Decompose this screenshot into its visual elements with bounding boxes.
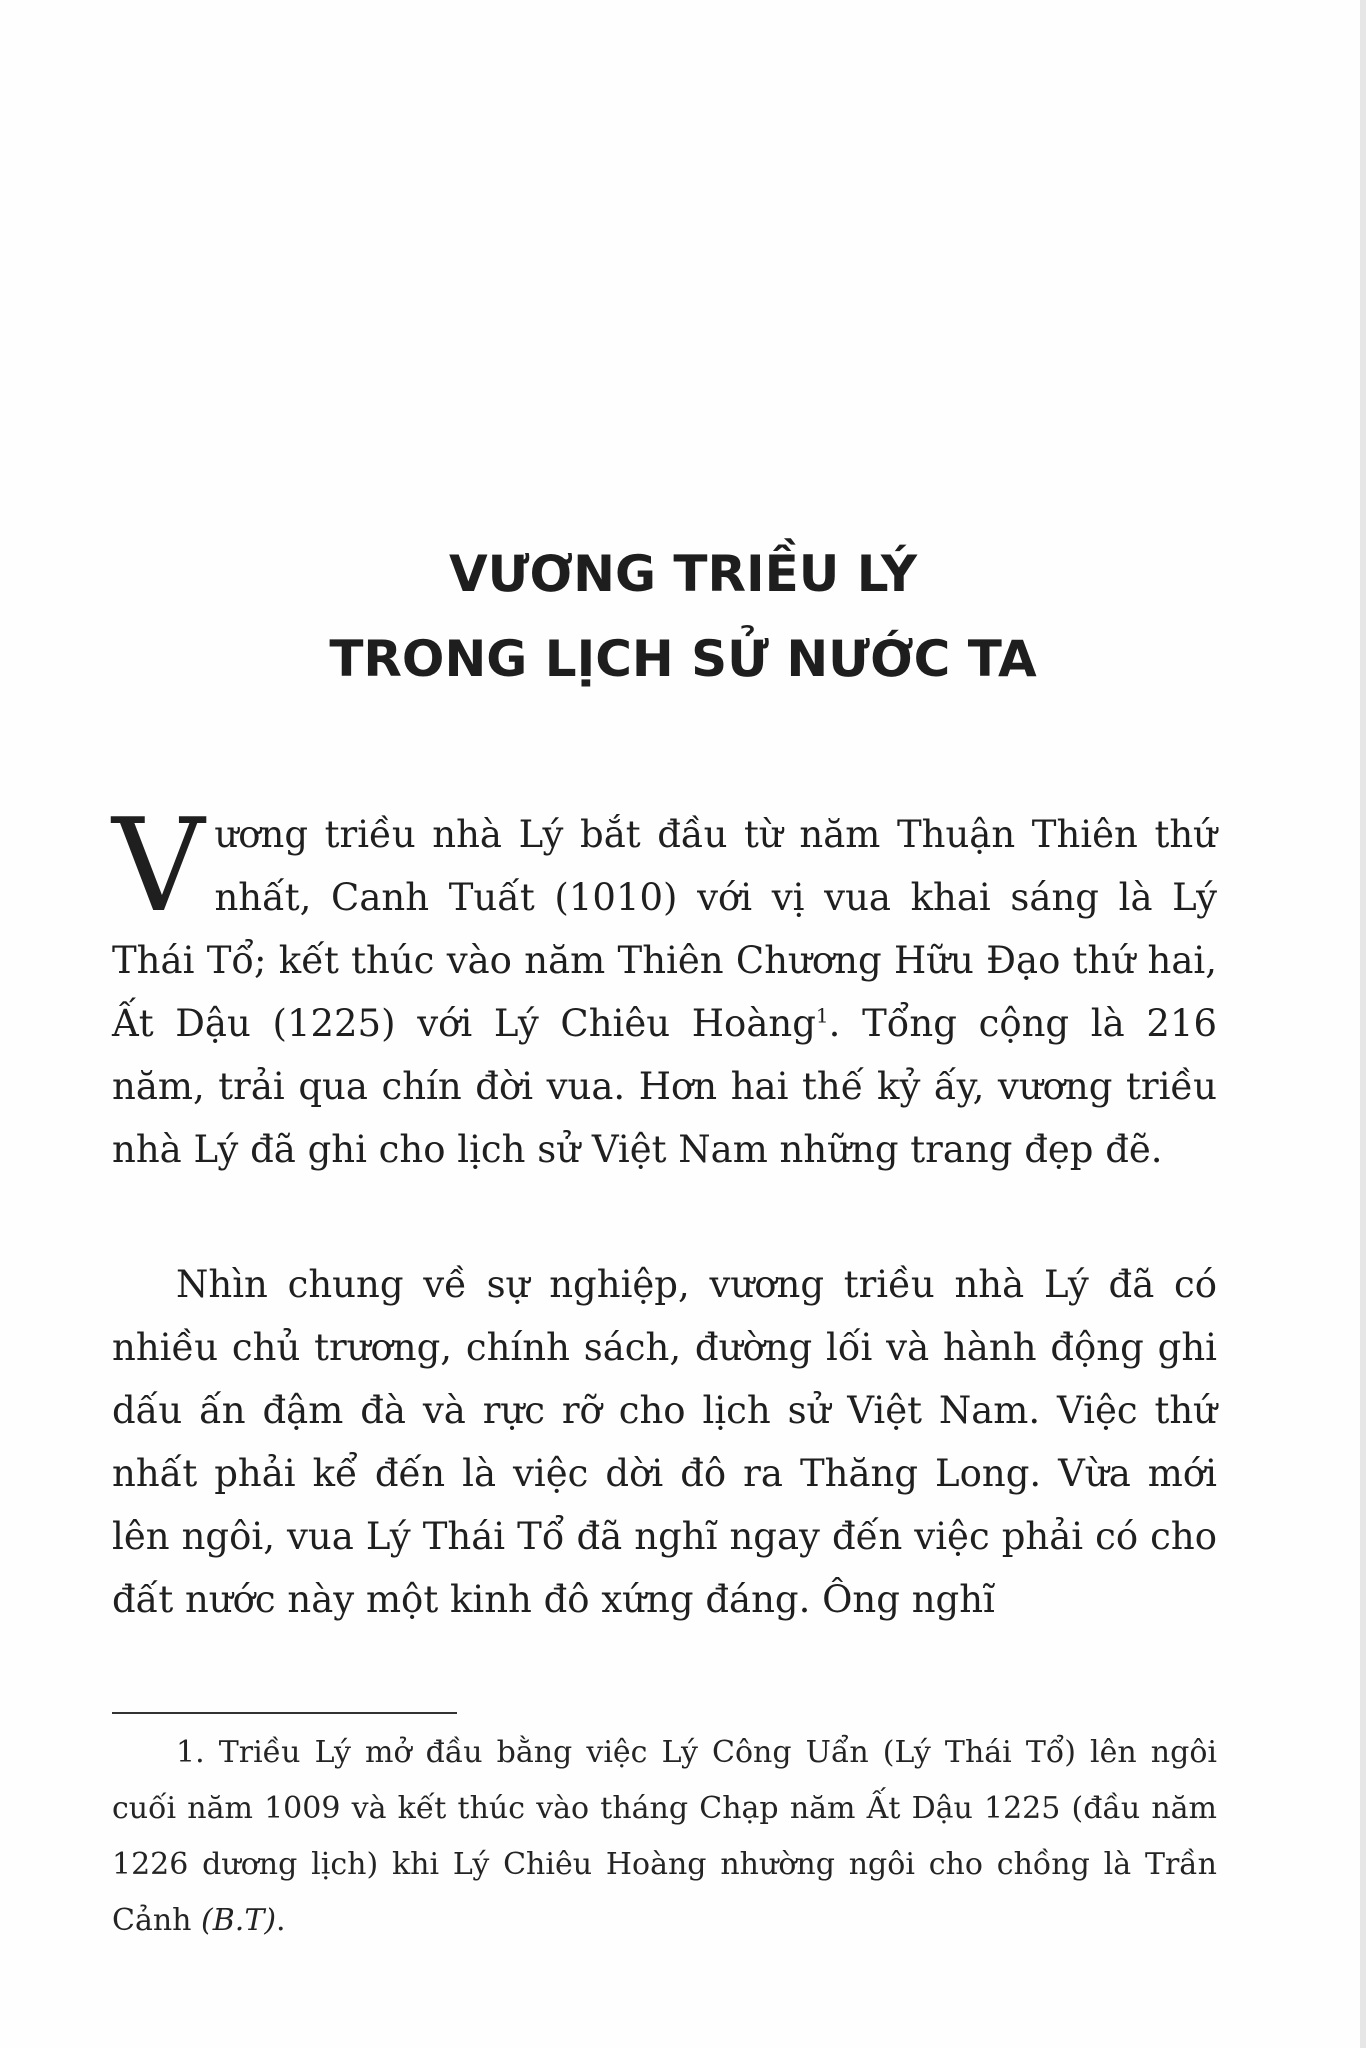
page-edge xyxy=(1360,0,1366,2048)
paragraph-2: Nhìn chung về sự nghiệp, vương triều nhà Lý đã có nhiều chủ trương, chính sách, đường lối và hành động ghi dấu ấn đậm đà và rực rỡ cho lịch sử Việt Nam. Việc thứ nhất phải kể đến là việc dời đô ra Thăng Long. Vừa mới lên ngôi, vua Lý Thái Tổ đã nghĩ ngay đến việc phải có cho đất nước này một kinh đô xứng đáng. Ông nghĩ xyxy=(112,1263,1217,1621)
footnote-divider xyxy=(112,1712,457,1714)
footnote-attribution: (B.T) xyxy=(201,1903,277,1938)
chapter-title-line-2: TRONG LỊCH SỬ NƯỚC TA xyxy=(329,630,1037,688)
paragraph-1 xyxy=(112,792,1217,1181)
drop-cap: V xyxy=(112,792,205,941)
paragraph-1-text: ương triều nhà Lý bắt đầu từ năm Thuận Thiên thứ nhất, Canh Tuất (1010) với vị vua khai sáng là Lý Thái Tổ; kết thúc vào năm Thiên Chương Hữu Đạo thứ hai, Ất Dậu (1225) với Lý Chiêu Hoàng xyxy=(112,813,1217,1045)
paragraph-1-text-cont: . Tổng cộng là 216 năm, trải qua chín đời vua. Hơn hai thế kỷ ấy, vương triều nhà Lý đã ghi cho lịch sử Việt Nam những trang đẹp đẽ. xyxy=(112,1002,1217,1171)
chapter-title-line-1: VƯƠNG TRIỀU LÝ xyxy=(448,545,918,603)
footnote xyxy=(112,1725,1217,1949)
footnote-end: . xyxy=(276,1903,286,1938)
footnote-reference: 1 xyxy=(815,1003,829,1028)
footnote-text: 1. Triều Lý mở đầu bằng việc Lý Công Uẩn (Lý Thái Tổ) lên ngôi cuối năm 1009 và kết thúc vào tháng Chạp năm Ất Dậu 1225 (đầu năm 1226 dương lịch) khi Lý Chiêu Hoàng nhường ngôi cho chồng là Trần Cảnh xyxy=(112,1735,1217,1938)
